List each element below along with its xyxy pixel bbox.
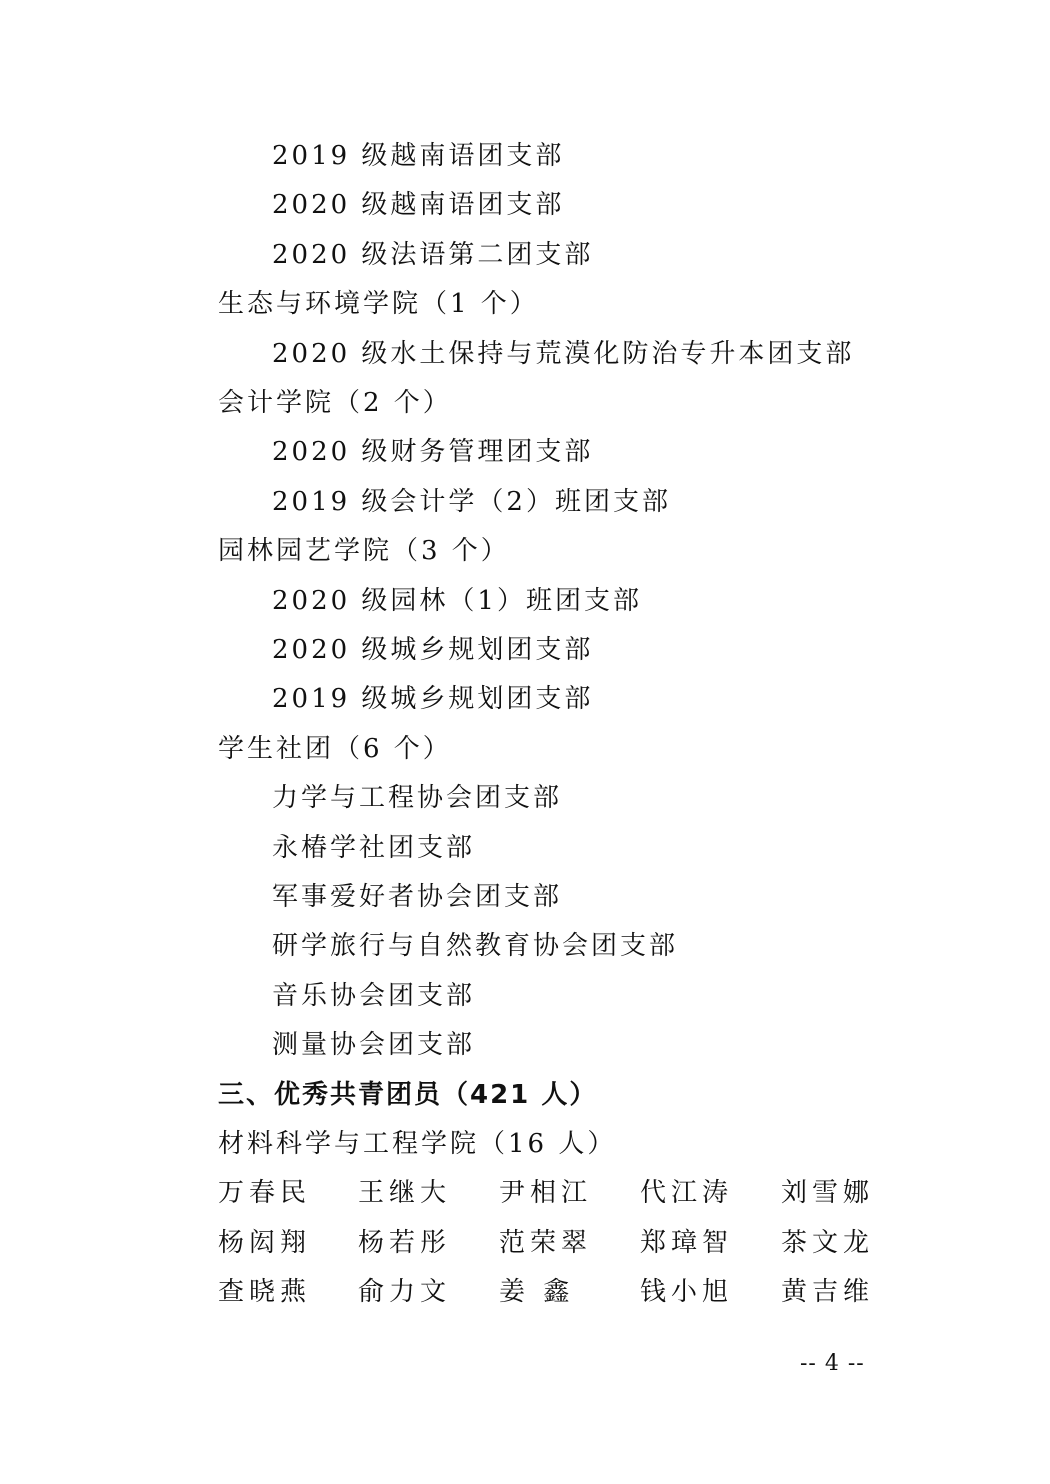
member-name: 刘雪娜	[781, 1178, 875, 1209]
list-item: 2019 级越南语团支部	[272, 141, 565, 171]
member-name: 姜 鑫	[499, 1277, 575, 1308]
member-name: 茶文龙	[781, 1227, 875, 1258]
member-name: 王继大	[358, 1178, 452, 1209]
category-heading: 材料科学与工程学院（16 人）	[218, 1129, 617, 1159]
list-item: 永椿学社团支部	[272, 832, 476, 863]
page-number: -- 4 --	[800, 1351, 865, 1376]
list-item: 2020 级园林（1）班团支部	[272, 585, 642, 616]
category-heading: 园林园艺学院（3 个）	[218, 536, 510, 567]
category-heading: 学生社团（6 个）	[218, 733, 452, 764]
member-name: 代江涛	[640, 1178, 734, 1209]
list-item: 2020 级城乡规划团支部	[272, 635, 594, 665]
section-heading: 三、优秀共青团员（421 人）	[218, 1079, 598, 1110]
list-item: 力学与工程协会团支部	[272, 783, 563, 814]
name-row	[0, 1173, 1050, 1213]
member-name: 万春民	[218, 1178, 312, 1209]
list-item: 2020 级法语第二团支部	[272, 239, 594, 270]
list-item: 2020 级越南语团支部	[272, 190, 565, 221]
member-name: 杨闳翔	[218, 1227, 312, 1258]
member-name: 钱小旭	[640, 1277, 734, 1308]
category-heading: 生态与环境学院（1 个）	[218, 289, 539, 320]
member-name: 尹相江	[499, 1178, 593, 1209]
list-item: 音乐协会团支部	[272, 980, 476, 1011]
list-item: 测量协会团支部	[272, 1030, 476, 1061]
category-heading: 会计学院（2 个）	[218, 388, 452, 418]
member-name: 查晓燕	[218, 1277, 312, 1308]
name-row	[0, 1272, 1050, 1312]
list-item: 研学旅行与自然教育协会团支部	[272, 931, 679, 962]
list-item: 2020 级水土保持与荒漠化防治专升本团支部	[272, 338, 855, 369]
member-name: 黄吉维	[781, 1277, 875, 1308]
member-name: 郑璋智	[640, 1227, 734, 1258]
list-item: 2020 级财务管理团支部	[272, 437, 594, 468]
list-item: 2019 级城乡规划团支部	[272, 684, 594, 715]
name-row	[0, 1223, 1050, 1263]
member-name: 范荣翠	[499, 1227, 593, 1258]
list-item: 军事爱好者协会团支部	[272, 882, 563, 912]
list-item: 2019 级会计学（2）班团支部	[272, 486, 671, 517]
member-name: 俞力文	[358, 1277, 452, 1308]
member-name: 杨若彤	[358, 1227, 452, 1258]
